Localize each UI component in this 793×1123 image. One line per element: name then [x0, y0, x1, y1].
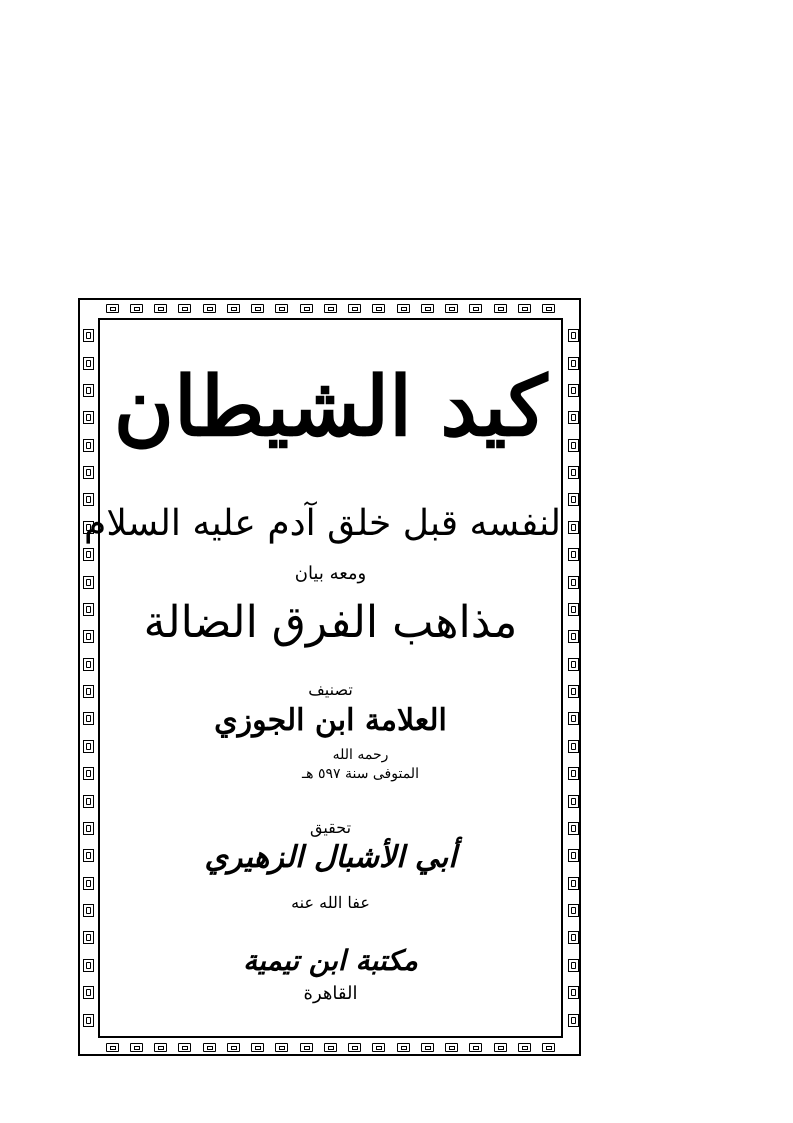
border-ornament-icon	[568, 877, 579, 890]
book-subtitle: لنفسه قبل خلق آدم عليه السلام	[84, 503, 561, 544]
border-ornament-icon	[518, 304, 531, 313]
border-ornament-icon	[130, 1043, 143, 1052]
editor-name: أبي الأشبال الزهيري	[204, 840, 457, 875]
border-ornament-icon	[83, 822, 94, 835]
border-ornament-icon	[568, 329, 579, 342]
border-ornament-icon	[83, 630, 94, 643]
border-ornament-icon	[324, 1043, 337, 1052]
border-ornament-icon	[568, 493, 579, 506]
author-blessing: رحمه الله	[332, 747, 389, 763]
border-ornament-icon	[568, 439, 579, 452]
border-ornament-icon	[421, 1043, 434, 1052]
border-ornament-icon	[83, 658, 94, 671]
border-ornament-icon	[568, 466, 579, 479]
border-ornament-icon	[83, 904, 94, 917]
border-ornament-icon	[83, 849, 94, 862]
border-ornament-icon	[83, 439, 94, 452]
border-ornament-icon	[300, 304, 313, 313]
border-ornament-icon	[494, 304, 507, 313]
border-ornament-icon	[542, 1043, 555, 1052]
border-ornament-icon	[83, 986, 94, 999]
border-ornament-icon	[83, 329, 94, 342]
border-ornament-icon	[106, 1043, 119, 1052]
border-ornament-icon	[154, 1043, 167, 1052]
border-ornament-icon	[568, 931, 579, 944]
border-ornament-icon	[568, 959, 579, 972]
border-ornament-icon	[83, 357, 94, 370]
border-ornament-icon	[568, 767, 579, 780]
border-ornament-icon	[469, 304, 482, 313]
border-ornament-icon	[178, 304, 191, 313]
editor-blessing: عفا الله عنه	[291, 893, 370, 912]
border-ornament-icon	[568, 712, 579, 725]
border-ornament-icon	[568, 548, 579, 561]
border-ornament-icon	[568, 685, 579, 698]
publisher-city: القاهرة	[303, 983, 358, 1004]
border-ornament-icon	[568, 849, 579, 862]
book-title: كيد الشيطان	[113, 359, 548, 455]
border-ornament-icon	[178, 1043, 191, 1052]
border-ornament-icon	[130, 304, 143, 313]
border-ornament-icon	[348, 304, 361, 313]
border-ornament-icon	[83, 576, 94, 589]
border-ornament-icon	[445, 1043, 458, 1052]
border-ornament-icon	[568, 630, 579, 643]
border-ornament-icon	[83, 603, 94, 616]
border-ornament-icon	[568, 740, 579, 753]
border-ornament-icon	[568, 603, 579, 616]
border-ornament-icon	[83, 712, 94, 725]
border-ornament-icon	[251, 304, 264, 313]
editor-label: تحقيق	[309, 818, 352, 837]
border-ornament-icon	[568, 411, 579, 424]
border-ornament-icon	[348, 1043, 361, 1052]
border-ornament-icon	[445, 304, 458, 313]
border-ornament-right	[565, 322, 581, 1034]
author-name: العلامة ابن الجوزي	[214, 703, 447, 738]
border-ornament-icon	[203, 304, 216, 313]
border-ornament-icon	[203, 1043, 216, 1052]
border-ornament-icon	[83, 931, 94, 944]
border-ornament-icon	[494, 1043, 507, 1052]
border-ornament-icon	[568, 986, 579, 999]
border-ornament-icon	[568, 658, 579, 671]
border-ornament-icon	[83, 411, 94, 424]
border-ornament-icon	[568, 822, 579, 835]
border-ornament-icon	[568, 521, 579, 534]
border-ornament-icon	[83, 466, 94, 479]
author-label: تصنيف	[308, 680, 353, 699]
border-ornament-bottom	[100, 1039, 561, 1055]
border-ornament-icon	[397, 1043, 410, 1052]
border-ornament-icon	[227, 304, 240, 313]
border-ornament-icon	[83, 795, 94, 808]
border-ornament-icon	[568, 576, 579, 589]
publisher-name: مكتبة ابن تيمية	[243, 944, 418, 977]
border-ornament-left	[80, 322, 96, 1034]
border-ornament-icon	[227, 1043, 240, 1052]
second-title: مذاهب الفرق الضالة	[143, 597, 518, 648]
border-ornament-icon	[372, 304, 385, 313]
border-ornament-icon	[83, 959, 94, 972]
border-ornament-icon	[106, 304, 119, 313]
border-ornament-icon	[568, 1014, 579, 1027]
border-ornament-top	[100, 300, 561, 316]
border-ornament-icon	[83, 548, 94, 561]
author-death-date: المتوفى سنة ٥٩٧ هـ	[302, 766, 419, 782]
border-ornament-icon	[251, 1043, 264, 1052]
border-ornament-icon	[568, 357, 579, 370]
border-ornament-icon	[83, 685, 94, 698]
border-ornament-icon	[568, 384, 579, 397]
border-ornament-icon	[83, 1014, 94, 1027]
border-ornament-icon	[568, 904, 579, 917]
border-ornament-icon	[275, 304, 288, 313]
border-ornament-icon	[275, 1043, 288, 1052]
border-ornament-icon	[397, 304, 410, 313]
border-ornament-icon	[83, 877, 94, 890]
border-ornament-icon	[372, 1043, 385, 1052]
border-ornament-icon	[542, 304, 555, 313]
border-ornament-icon	[300, 1043, 313, 1052]
border-ornament-icon	[518, 1043, 531, 1052]
border-ornament-icon	[469, 1043, 482, 1052]
border-ornament-icon	[154, 304, 167, 313]
with-label: ومعه بيان	[294, 563, 367, 584]
border-ornament-icon	[568, 795, 579, 808]
border-ornament-icon	[324, 304, 337, 313]
border-ornament-icon	[83, 740, 94, 753]
border-ornament-icon	[421, 304, 434, 313]
border-ornament-icon	[83, 767, 94, 780]
border-ornament-icon	[83, 384, 94, 397]
